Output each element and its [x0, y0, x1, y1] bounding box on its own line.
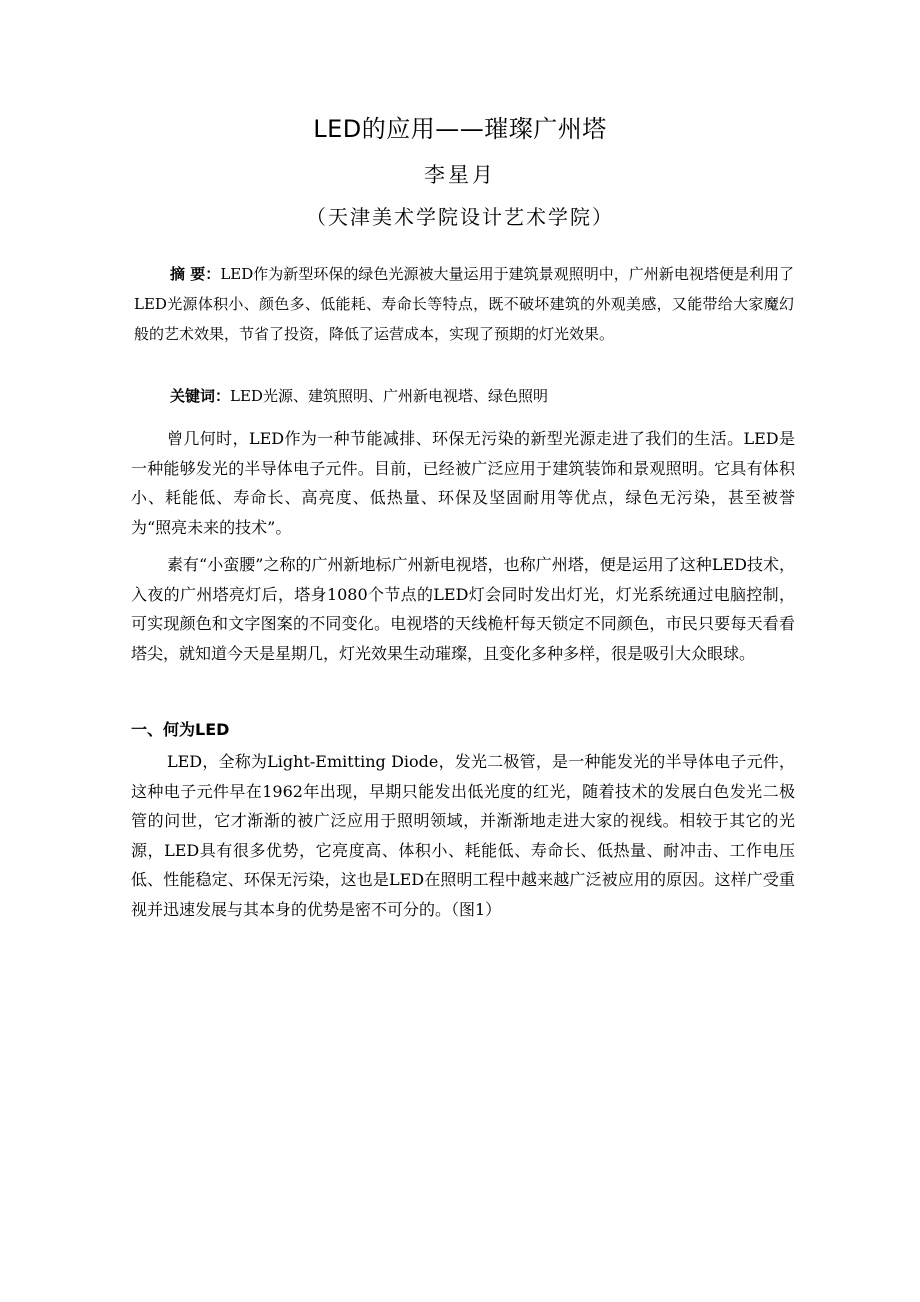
author-name: 李星月 [424, 163, 496, 187]
author-affiliation: （天津美术学院设计艺术学院） [306, 205, 614, 229]
section-paragraph: LED，全称为Light-Emitting Diode，发光二极管，是一种能发光的半导体电子元件，这种电子元件早在1962年出现，早期只能发出低光度的红光，随着技术的发展白色发光二极管的问世，它才渐渐的被广泛应用于照明领域，并渐渐地走进大家的视线。相较于其它的光源，LED具有很多优势，它亮度高、体积小、耗能低、寿命长、低热量、耐冲击、工作电压低、性能稳定、环保无污染，这也是LED在照明工程中越来越广泛被应用的原因。这样广受重视并迅速发展与其本身的优势是密不可分的。（图1） [131, 752, 795, 919]
section-heading: 一、何为LED [131, 720, 230, 739]
abstract-label: 摘 要： [170, 265, 221, 283]
keywords [134, 381, 794, 411]
keywords-label: 关键词： [170, 387, 231, 405]
abstract-text: LED作为新型环保的绿色光源被大量运用于建筑景观照明中，广州新电视塔便是利用了LED光源体积小、颜色多、低能耗、寿命长等特点，既不破坏建筑的外观美感，又能带给大家魔幻般的艺术效果，节省了投资，降低了运营成本，实现了预期的灯光效果。 [134, 265, 794, 343]
intro-paragraph-1: 曾几何时，LED作为一种节能减排、环保无污染的新型光源走进了我们的生活。LED是一种能够发光的半导体电子元件。目前，已经被广泛应用于建筑装饰和景观照明。它具有体积小、耗能低、寿命长、高亮度、低热量、环保及坚固耐用等优点，绿色无污染，甚至被誉为“照亮未来的技术”。 [131, 429, 795, 537]
abstract [134, 259, 794, 349]
document-title: LED的应用——璀璨广州塔 [313, 115, 607, 143]
keywords-text: LED光源、建筑照明、广州新电视塔、绿色照明 [230, 387, 548, 405]
intro-paragraph-2: 素有“小蛮腰”之称的广州新地标广州新电视塔，也称广州塔，便是运用了这种LED技术，入夜的广州塔亮灯后，塔身1080个节点的LED灯会同时发出灯光，灯光系统通过电脑控制，可实现颜色和文字图案的不同变化。电视塔的天线桅杆每天锁定不同颜色，市民只要每天看看塔尖，就知道今天是星期几，灯光效果生动璀璨，且变化多种多样，很是吸引大众眼球。 [131, 555, 795, 663]
